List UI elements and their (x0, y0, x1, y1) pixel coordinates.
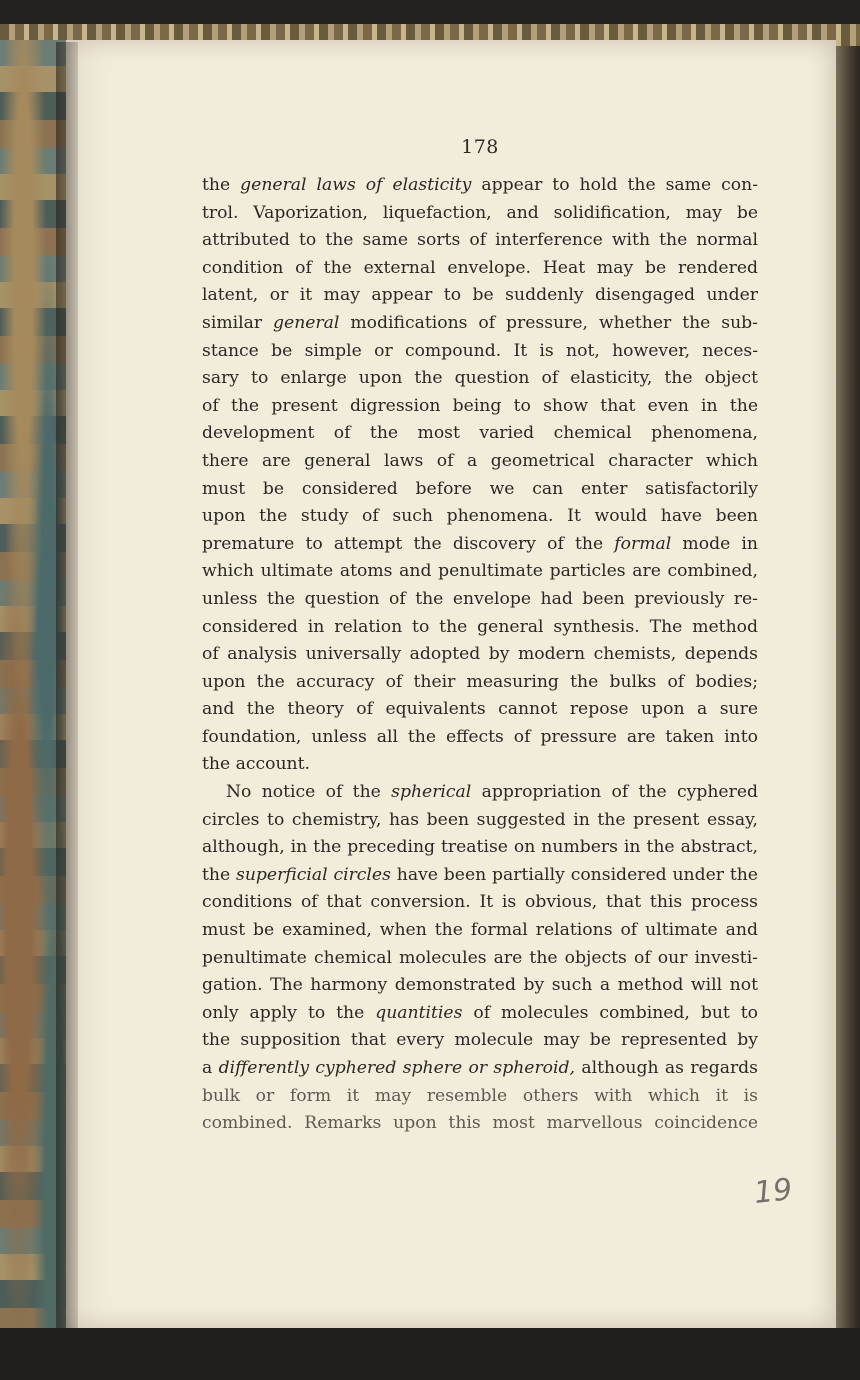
text-line (202, 255, 758, 283)
text-run: of analysis universally adopted by modern chemists, depends (202, 644, 758, 665)
text-run: of the present digression being to show that even in the (202, 395, 758, 416)
text-line (202, 503, 758, 531)
text-run: modifications of pressure, whether the sub- (339, 312, 758, 333)
text-run: the supposition that every molecule may be represented by (202, 1030, 758, 1051)
text-run: upon the study of such phenomena. It would have been (202, 506, 758, 527)
italic-phrase: spherical (391, 782, 472, 803)
background-bottom (0, 1328, 860, 1380)
text-line (202, 172, 758, 200)
text-line (202, 669, 758, 697)
text-line (202, 531, 758, 559)
text-line (202, 393, 758, 421)
text-run: must be examined, when the formal relations of ultimate and (202, 920, 758, 941)
text-run: considered in relation to the general synthesis. The method (202, 616, 758, 637)
text-line (202, 807, 758, 835)
text-run: combined. Remarks upon this most marvellous coincidence (202, 1113, 758, 1134)
text-line (202, 558, 758, 586)
text-line (202, 586, 758, 614)
text-line (202, 834, 758, 862)
text-run: which ultimate atoms and penultimate particles are combined, (202, 561, 758, 582)
text-run: conditions of that conversion. It is obvious, that this process (202, 892, 758, 913)
text-line (202, 945, 758, 973)
page-number: 178 (461, 136, 499, 158)
text-run: appear to hold the same con- (471, 175, 758, 195)
text-line (202, 227, 758, 255)
text-line (202, 972, 758, 1000)
text-run: the (202, 175, 241, 195)
italic-phrase: general (273, 312, 340, 333)
text-line (202, 724, 758, 752)
text-line (202, 1110, 758, 1138)
text-run: the account. (202, 754, 310, 775)
text-run: development of the most varied chemical phenomena, (202, 423, 758, 444)
text-line (202, 917, 758, 945)
gutter-shadow (56, 42, 78, 1332)
text-run: of molecules combined, but to (462, 1002, 758, 1023)
text-line (202, 889, 758, 917)
text-run: condition of the external envelope. Heat may be rendered (202, 257, 758, 278)
text-run: the (202, 864, 236, 885)
text-run: must be considered before we can enter satisfactorily (202, 478, 758, 499)
text-run: attributed to the same sorts of interference with the normal (202, 230, 758, 251)
text-line (202, 476, 758, 504)
text-run: foundation, unless all the effects of pressure are taken into (202, 726, 758, 747)
italic-phrase: superficial circles (236, 864, 391, 885)
italic-phrase: general laws of elasticity (240, 175, 472, 195)
italic-phrase: formal (614, 533, 672, 554)
text-run: a (202, 1058, 219, 1078)
text-line (202, 1000, 758, 1028)
text-line (202, 862, 758, 890)
text-line (202, 1055, 758, 1083)
text-run: bulk or form it may resemble others with which it is (202, 1085, 758, 1106)
text-run: latent, or it may appear to be suddenly disengaged under (202, 285, 758, 306)
handwritten-folio-number: 19 (752, 1172, 794, 1211)
text-run: only apply to the (202, 1002, 376, 1023)
text-run: No notice of the (226, 782, 392, 803)
text-run: there are general laws of a geometrical character which (202, 450, 758, 471)
text-line (202, 282, 758, 310)
text-run: penultimate chemical molecules are the objects of our investi- (202, 947, 758, 968)
italic-phrase: differently cyphered sphere or spheroid, (218, 1058, 575, 1078)
page-edge-right (836, 46, 860, 1346)
text-run: have been partially considered under the (390, 864, 758, 885)
text-run: trol. Vaporization, liquefaction, and solidification, may be (202, 202, 758, 223)
text-line (202, 365, 758, 393)
italic-phrase: quantities (375, 1002, 463, 1023)
text-line (202, 448, 758, 476)
text-run: appropriation of the cyphered (471, 782, 758, 803)
text-line (202, 200, 758, 228)
text-line (202, 338, 758, 366)
text-line (202, 751, 758, 779)
text-run: mode in (671, 533, 758, 554)
text-line (202, 641, 758, 669)
text-line (202, 696, 758, 724)
text-line (202, 779, 758, 807)
text-run: stance be simple or compound. It is not, however, neces- (202, 340, 758, 361)
text-run: unless the question of the envelope had been previously re- (202, 588, 758, 609)
text-run: although as regards (575, 1058, 758, 1078)
text-line (202, 614, 758, 642)
text-run: sary to enlarge upon the question of elasticity, the object (202, 368, 758, 389)
text-run: upon the accuracy of their measuring the bulks of bodies; (202, 671, 758, 692)
text-run: and the theory of equivalents cannot repose upon a sure (202, 699, 758, 720)
text-line (202, 420, 758, 448)
body-text (202, 172, 758, 1138)
text-run: circles to chemistry, has been suggested in the present essay, (202, 809, 758, 830)
text-run: premature to attempt the discovery of the (202, 533, 615, 554)
text-run: although, in the preceding treatise on numbers in the abstract, (202, 837, 758, 858)
text-run: similar (202, 312, 274, 333)
text-line (202, 1083, 758, 1111)
text-line (202, 1027, 758, 1055)
text-line (202, 310, 758, 338)
text-run: gation. The harmony demonstrated by such a method will not (202, 975, 758, 996)
